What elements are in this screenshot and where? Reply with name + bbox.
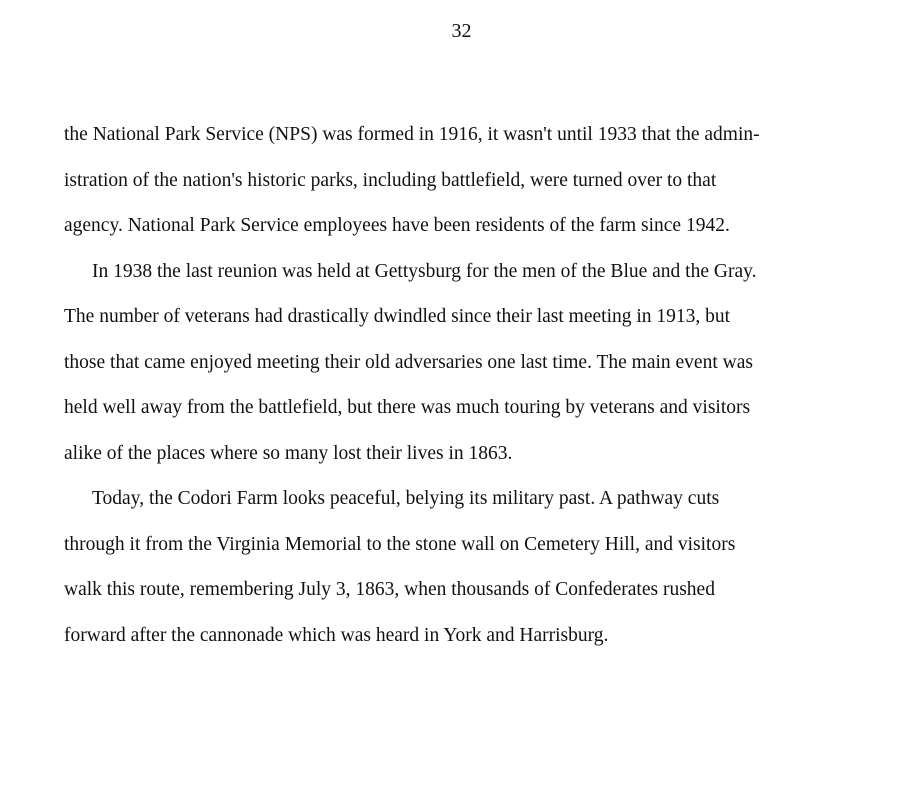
paragraph-codori-farm — [64, 476, 884, 658]
text-line: Today, the Codori Farm looks peaceful, belying its military past. A pathway cuts — [92, 488, 720, 509]
text-line: through it from the Virginia Memorial to the stone wall on Cemetery Hill, and visitors — [64, 533, 736, 555]
paragraph-continuation — [64, 112, 884, 249]
text-line: walk this route, remembering July 3, 1863, when thousands of Confederates rushed — [64, 579, 715, 600]
text-line: held well away from the battlefield, but there was much touring by veterans and visitors — [64, 397, 751, 418]
text-line: the National Park Service (NPS) was formed in 1916, it wasn't until 1933 that the admin- — [64, 124, 760, 145]
text-line: In 1938 the last reunion was held at Gettysburg for the men of the Blue and the Gray. — [92, 260, 757, 282]
text-line: forward after the cannonade which was heard in York and Harrisburg. — [64, 624, 609, 646]
text-line: alike of the places where so many lost their lives in 1863. — [64, 442, 513, 464]
text-line: istration of the nation's historic parks, including battlefield, were turned over to that — [64, 169, 717, 191]
page-number: 32 — [451, 20, 472, 42]
paragraph-reunion — [64, 249, 884, 477]
text-line: those that came enjoyed meeting their old adversaries one last time. The main event was — [64, 351, 753, 373]
text-line: agency. National Park Service employees have been residents of the farm since 1942. — [64, 215, 730, 236]
body-text — [64, 112, 884, 658]
text-line: The number of veterans had drastically dwindled since their last meeting in 1913, but — [64, 306, 731, 327]
